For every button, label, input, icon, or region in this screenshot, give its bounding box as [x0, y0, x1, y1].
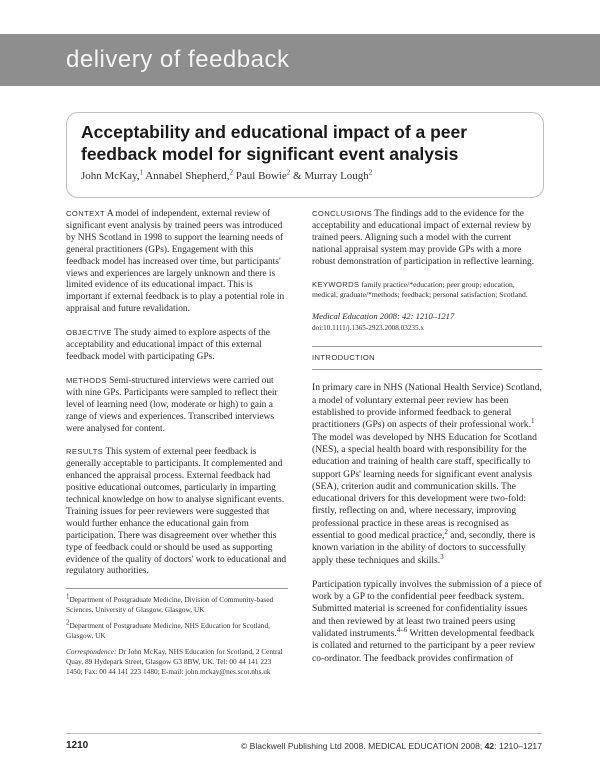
paragraph-text: The study aimed to explore aspects of the acceptability and educational impact of this external feedback model with participating GPs. — [66, 328, 270, 362]
keywords-text: family practice/*education; peer group; education, medical, graduate/*methods; feedback; personal satisfaction; Scotland. — [312, 279, 528, 299]
paragraph-text: The model was developed by NHS Education for Scotland (NES), a special health board with responsibility for the education and training of health care staff, specifically to support GPs' learning needs for significant event analysis (SEA), criterion audit and communication skills. The educational drivers for this development were two-fold: firstly, reflecting on and, where necessary, improving professional practice in these areas is recognised as essential to good medical practice, — [312, 431, 537, 541]
volume-number: 42 — [484, 741, 495, 751]
introduction-heading: INTRODUCTION — [312, 352, 376, 362]
page-range: : 1210–1217 — [494, 741, 542, 751]
paragraph-text: This system of external peer feedback is generally acceptable to participants. It complemented and enhanced the appraisal process. External feedback had positive educational outcomes, particularly in imparting technical knowledge on how to analyse significant events. Training issues for peer reviewers were suggested that would further enhance the educational gain from participation. There was disagreement over whether this type of feedback could or should be used as supporting evidence of the quality of doctors' work to educational and regulatory authorities. — [66, 447, 287, 577]
affiliation-1 — [66, 592, 284, 614]
affiliation-marker: 1 — [66, 592, 70, 601]
author-name: Paul Bowie — [233, 170, 287, 182]
section-label: CONTEXT — [66, 209, 106, 218]
keywords — [312, 280, 542, 300]
section-label: OBJECTIVE — [66, 328, 112, 338]
abstract-results — [66, 446, 288, 578]
paragraph-text: A model of independent, external review of significant event analysis by trained peers was introduced by NHS Scotland in 1998 to support the learning needs of general practitioners (GPs). Engagement with this feedback model has increased over time, but participants' views and experiences are largely unknown and there is limited evidence of its educational impact. This is important if external feedback is to play a potential role in appraisal and future revalidation. — [66, 209, 285, 315]
author-name: & Murray Lough — [290, 170, 369, 182]
intro-paragraph-1 — [312, 382, 542, 566]
section-label: KEYWORDS — [312, 279, 360, 289]
abstract-conclusions — [312, 208, 542, 269]
affiliation-text: Department of Postgraduate Medicine, NHS Education for Scotland, Glasgow, UK — [66, 621, 270, 640]
affiliation-marker: 2 — [368, 168, 373, 177]
citation-text: Medical Education 2008: 42: 1210–1217 — [312, 310, 455, 321]
paragraph-text: Written developmental feedback is collated and returned to the participant by a peer review co-ordinator. The feedback provides confirmation of — [312, 628, 536, 664]
title-box — [66, 112, 544, 198]
section-label: CONCLUSIONS — [312, 209, 373, 218]
section-title: delivery of feedback — [66, 46, 290, 73]
article-title: Acceptability and educational impact of a peer feedback model for significant event analysis — [81, 122, 468, 164]
author-name: John McKay, — [81, 170, 140, 182]
abstract-objective — [66, 327, 288, 364]
paragraph-text: Semi-structured interviews were carried out with nine GPs. Participants were sampled to reflect their level of learning need (low, moderate or high) to gain a range of views and experiences. Transcribed interviews were analysed for content. — [66, 375, 278, 434]
footnote-divider — [66, 588, 288, 589]
author-list — [81, 170, 372, 182]
author-name: Annabel Shepherd, — [143, 170, 230, 182]
divider — [312, 369, 542, 370]
affiliation-2 — [66, 618, 284, 640]
affiliation-marker: 2 — [286, 168, 291, 177]
correspondence-text: Dr John McKay, NHS Education for Scotland, 2 Central Quay, 89 Hydepark Street, Glasgow G3 8BW, UK. Tel: 00 44 141 223 1450; Fax: 00 44 141 223 1480; E-mail: john.mckay@nes.scot.nhs.uk — [66, 647, 283, 676]
footer-divider — [66, 733, 542, 734]
abstract-context — [66, 208, 288, 316]
footnotes — [66, 588, 284, 683]
journal-citation — [312, 311, 542, 334]
abstract-methods — [66, 375, 288, 436]
reference-marker[interactable]: 4–6 — [396, 625, 408, 634]
reference-marker[interactable]: 3 — [440, 552, 444, 561]
paragraph-text: The findings add to the evidence for the acceptability and educational impact of external review by trained peers. Aligning such a model with the current national appraisal system may provide GPs with a more robust demonstration of participation in reflective learning. — [312, 209, 535, 267]
right-column — [312, 208, 542, 677]
divider — [312, 346, 542, 347]
correspondence-label: Correspondence: — [66, 647, 117, 657]
paragraph-text: and, secondly, there is known variation in the ability of doctors to successfully apply these techniques and skills. — [312, 530, 536, 566]
affiliation-marker: 1 — [139, 168, 144, 177]
page-number: 1210 — [66, 740, 89, 751]
reference-marker[interactable]: 2 — [444, 527, 448, 536]
section-label: METHODS — [66, 375, 107, 385]
introduction-body — [312, 382, 542, 665]
section-banner — [0, 34, 600, 86]
abstract-left-column — [66, 208, 288, 589]
copyright-line — [241, 741, 542, 751]
correspondence — [66, 647, 284, 676]
reference-marker[interactable]: 1 — [531, 417, 535, 426]
copyright-text: © Blackwell Publishing Ltd 2008. MEDICAL EDUCATION 2008; — [240, 741, 485, 751]
affiliation-text: Department of Postgraduate Medicine, Division of Community-based Sciences, University of Glasgow, Glasgow, UK — [66, 595, 274, 614]
affiliation-marker: 2 — [66, 618, 70, 627]
doi-text: doi:10.1111/j.1365-2923.2008.03235.x — [312, 323, 425, 332]
paragraph-text: Participation typically involves the submission of a piece of work by a GP to the confidential peer feedback system. Submitted material is screened for confidentiality issues and then reviewed by at least two trained peers using validated instruments. — [312, 578, 542, 640]
intro-paragraph-2 — [312, 579, 542, 665]
section-label: RESULTS — [66, 447, 104, 457]
affiliation-marker: 2 — [229, 168, 234, 177]
paragraph-text: In primary care in NHS (National Health Service) Scotland, a model of voluntary external peer review has been established to provide informed feedback to general practitioners (GPs) on aspects of their professional work. — [312, 382, 542, 431]
